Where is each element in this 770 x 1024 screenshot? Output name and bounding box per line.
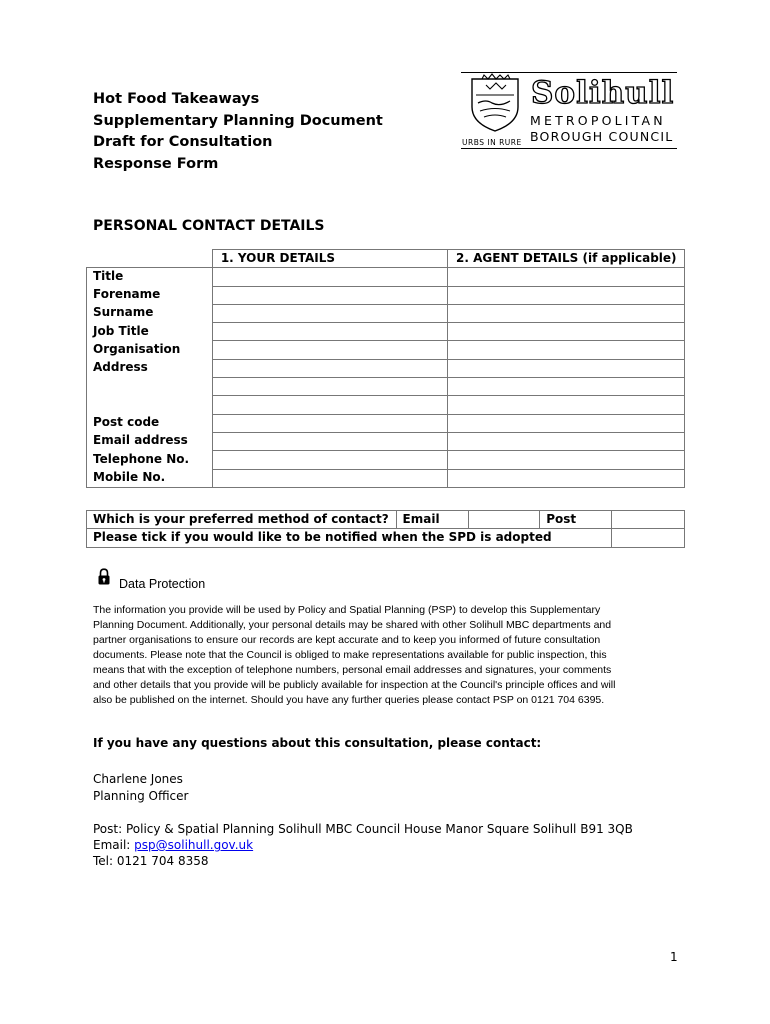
title-line-1: Hot Food Takeaways bbox=[93, 91, 260, 107]
your-email-field[interactable] bbox=[212, 432, 447, 450]
table-row bbox=[87, 432, 685, 450]
agent-postcode-field[interactable] bbox=[448, 414, 685, 432]
row-label: Post code bbox=[87, 414, 213, 432]
your-address-line-3[interactable] bbox=[212, 396, 447, 414]
postal-address: Post: Policy & Spatial Planning Solihull MBC Council House Manor Square Solihull B91 3QB bbox=[93, 822, 633, 836]
your-telephone-field[interactable] bbox=[212, 451, 447, 469]
dp-line: partner organisations to ensure our records are kept accurate and to keep you informed of future consultation bbox=[93, 634, 601, 646]
notify-label: Please tick if you would like to be notified when the SPD is adopted bbox=[87, 529, 612, 547]
table-row bbox=[87, 396, 685, 414]
logo-motto: URBS IN RURE bbox=[462, 138, 522, 147]
your-title-field[interactable] bbox=[212, 268, 447, 286]
agent-address-line-2[interactable] bbox=[448, 378, 685, 396]
row-label: Address bbox=[87, 359, 213, 377]
contact-preference-table bbox=[86, 510, 685, 548]
notify-row bbox=[87, 529, 685, 547]
table-row bbox=[87, 286, 685, 304]
contact-method-question: Which is your preferred method of contact? bbox=[87, 511, 397, 529]
dp-line: also be published on the internet. Should you have any further queries please contact PSP on 0121 704 6395. bbox=[93, 694, 605, 706]
logo-wordmark: Solihull bbox=[531, 75, 675, 111]
telephone-line: Tel: 0121 704 8358 bbox=[93, 854, 209, 868]
title-line-3: Draft for Consultation bbox=[93, 134, 273, 150]
dp-line: documents. Please note that the Council is obliged to make representations available for public inspection, this bbox=[93, 649, 607, 661]
agent-address-line-1[interactable] bbox=[448, 359, 685, 377]
row-label: Mobile No. bbox=[87, 469, 213, 487]
col-your-details-label: 1. YOUR DETAILS bbox=[220, 251, 335, 265]
row-label: Title bbox=[87, 268, 213, 286]
email-label: Email: bbox=[93, 838, 135, 852]
dp-line: and other details that you provide will be publicly available for inspection at the Council's principle offices and will bbox=[93, 679, 616, 691]
row-label: Organisation bbox=[87, 341, 213, 359]
email-line bbox=[93, 838, 253, 852]
table-header-row bbox=[87, 250, 685, 268]
email-link[interactable]: psp@solihull.gov.uk bbox=[134, 838, 254, 852]
logo-line-2: BOROUGH COUNCIL bbox=[530, 129, 674, 144]
table-row bbox=[87, 268, 685, 286]
row-label bbox=[87, 378, 213, 396]
table-row bbox=[87, 341, 685, 359]
row-label: Telephone No. bbox=[87, 451, 213, 469]
title-line-2: Supplementary Planning Document bbox=[93, 112, 383, 129]
your-organisation-field[interactable] bbox=[212, 341, 447, 359]
dp-line: Planning Document. Additionally, your personal details may be shared with other Solihull MBC departments and bbox=[93, 619, 612, 631]
table-row bbox=[87, 451, 685, 469]
your-address-line-2[interactable] bbox=[212, 378, 447, 396]
table-row bbox=[87, 378, 685, 396]
agent-address-line-3[interactable] bbox=[448, 396, 685, 414]
row-label bbox=[87, 396, 213, 414]
agent-title-field[interactable] bbox=[448, 268, 685, 286]
logo-rule-bottom bbox=[461, 148, 677, 149]
section-heading: PERSONAL CONTACT DETAILS bbox=[93, 218, 325, 234]
data-protection-paragraph bbox=[93, 603, 683, 708]
table-row bbox=[87, 359, 685, 377]
agent-job-title-field[interactable] bbox=[448, 323, 685, 341]
agent-forename-field[interactable] bbox=[448, 286, 685, 304]
your-forename-field[interactable] bbox=[212, 286, 447, 304]
agent-mobile-field[interactable] bbox=[448, 469, 685, 487]
col-your-details bbox=[212, 250, 447, 268]
questions-intro: If you have any questions about this consultation, please contact: bbox=[93, 736, 542, 750]
col-agent-details bbox=[448, 250, 685, 268]
data-protection-title: Data Protection bbox=[119, 577, 206, 591]
agent-organisation-field[interactable] bbox=[448, 341, 685, 359]
table-corner bbox=[87, 250, 213, 268]
agent-surname-field[interactable] bbox=[448, 304, 685, 322]
post-option-label: Post bbox=[540, 511, 611, 529]
contact-method-row bbox=[87, 511, 685, 529]
table-row bbox=[87, 323, 685, 341]
logo-line-1: METROPOLITAN bbox=[530, 113, 666, 128]
table-row bbox=[87, 469, 685, 487]
document-title bbox=[93, 89, 383, 175]
table-row bbox=[87, 304, 685, 322]
row-label: Forename bbox=[87, 286, 213, 304]
your-mobile-field[interactable] bbox=[212, 469, 447, 487]
table-row bbox=[87, 414, 685, 432]
your-surname-field[interactable] bbox=[212, 304, 447, 322]
page-number: 1 bbox=[670, 950, 678, 964]
contact-name: Charlene Jones bbox=[93, 772, 183, 786]
row-label: Job Title bbox=[87, 323, 213, 341]
col-agent-details-label: 2. AGENT DETAILS (if applicable) bbox=[456, 251, 677, 265]
council-logo bbox=[461, 72, 678, 150]
notify-tickbox[interactable] bbox=[611, 529, 684, 547]
contact-role: Planning Officer bbox=[93, 789, 189, 803]
dp-line: The information you provide will be used by Policy and Spatial Planning (PSP) to develop this Supplementary bbox=[93, 604, 601, 616]
your-address-line-1[interactable] bbox=[212, 359, 447, 377]
padlock-icon bbox=[97, 568, 111, 585]
your-job-title-field[interactable] bbox=[212, 323, 447, 341]
agent-telephone-field[interactable] bbox=[448, 451, 685, 469]
crest-icon bbox=[462, 73, 524, 149]
row-label: Email address bbox=[87, 432, 213, 450]
your-postcode-field[interactable] bbox=[212, 414, 447, 432]
post-option-tickbox[interactable] bbox=[611, 511, 684, 529]
dp-line: means that with the exception of telephone numbers, personal email addresses and signatures, your comments bbox=[93, 664, 612, 676]
title-line-4: Response Form bbox=[93, 155, 219, 172]
agent-email-field[interactable] bbox=[448, 432, 685, 450]
row-label: Surname bbox=[87, 304, 213, 322]
email-option-tickbox[interactable] bbox=[468, 511, 539, 529]
email-option-label: Email bbox=[396, 511, 468, 529]
personal-details-table bbox=[86, 249, 685, 488]
